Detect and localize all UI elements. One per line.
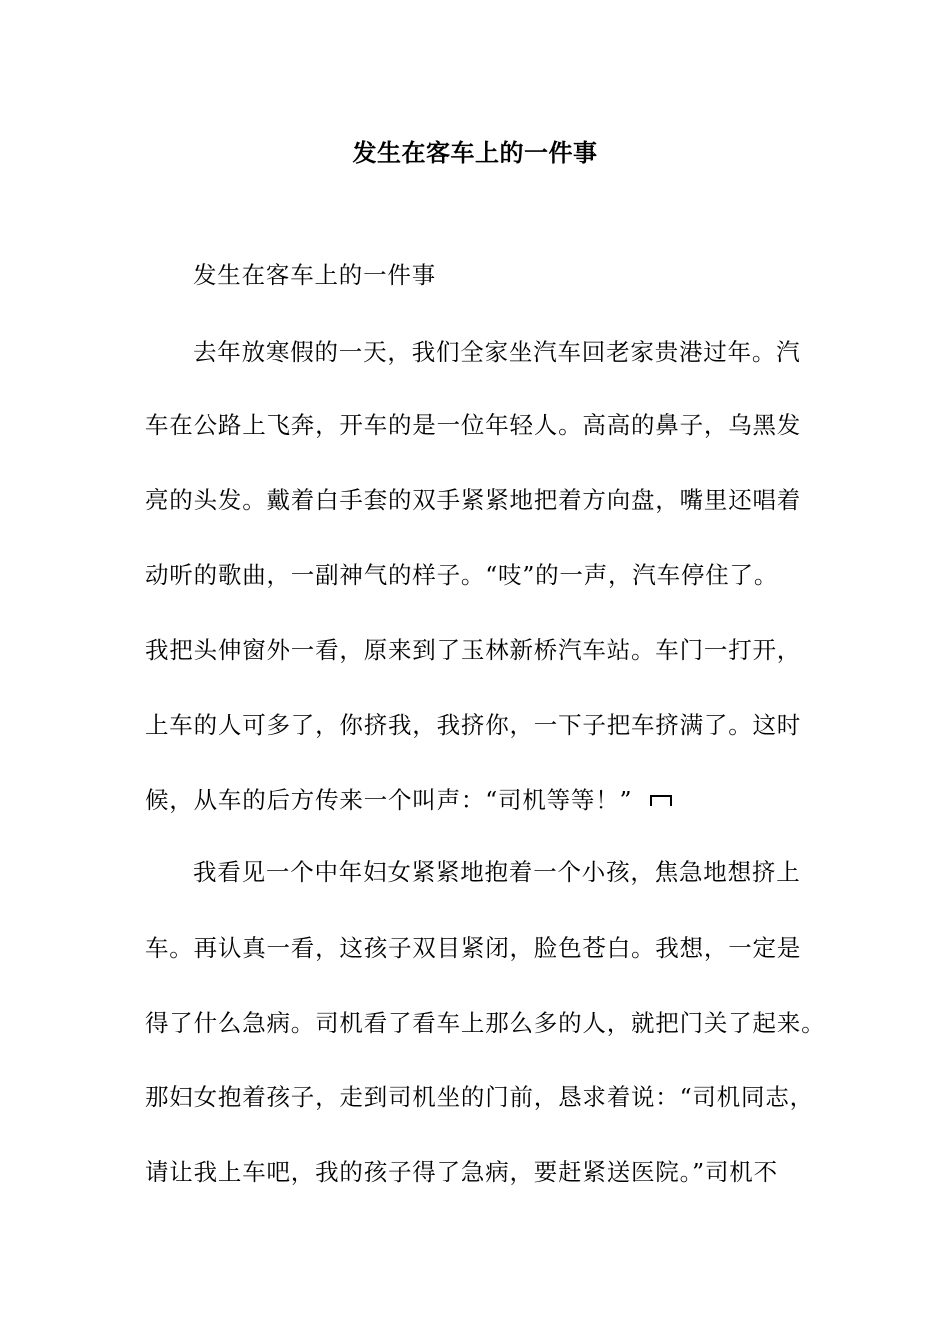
bracket-mark — [650, 795, 672, 806]
paragraph-line: 那妇女抱着孩子，走到司机坐的门前，恳求着说：“司机同志， — [145, 1083, 814, 1111]
paragraph-line: 我把头伸窗外一看，原来到了玉林新桥汽车站。车门一打开， — [145, 636, 802, 664]
paragraph-line: 去年放寒假的一天，我们全家坐汽车回老家贵港过年。汽 — [193, 338, 801, 366]
paragraph-line: 得了什么急病。司机看了看车上那么多的人，就把门关了起来。 — [145, 1009, 826, 1037]
paragraph-line: 亮的头发。戴着白手套的双手紧紧地把着方向盘，嘴里还唱着 — [145, 486, 802, 514]
paragraph-line: 车在公路上飞奔，开车的是一位年轻人。高高的鼻子，乌黑发 — [145, 411, 802, 439]
paragraph-line: 我看见一个中年妇女紧紧地抱着一个小孩，焦急地想挤上 — [193, 858, 801, 886]
paragraph-line: 车。再认真一看，这孩子双目紧闭，脸色苍白。我想，一定是 — [145, 934, 802, 962]
paragraph-line: 请让我上车吧，我的孩子得了急病，要赶紧送医院。”司机不 — [145, 1158, 778, 1186]
paragraph-line: 候，从车的后方传来一个叫声：“司机等等！” — [145, 786, 633, 814]
paragraph-line: 上车的人可多了，你挤我，我挤你，一下子把车挤满了。这时 — [145, 711, 802, 739]
document-title: 发生在客车上的一件事 — [352, 138, 598, 167]
paragraph-line: 动听的歌曲，一副神气的样子。“吱”的一声，汽车停住了。 — [145, 561, 779, 589]
subtitle-line: 发生在客车上的一件事 — [193, 261, 436, 289]
